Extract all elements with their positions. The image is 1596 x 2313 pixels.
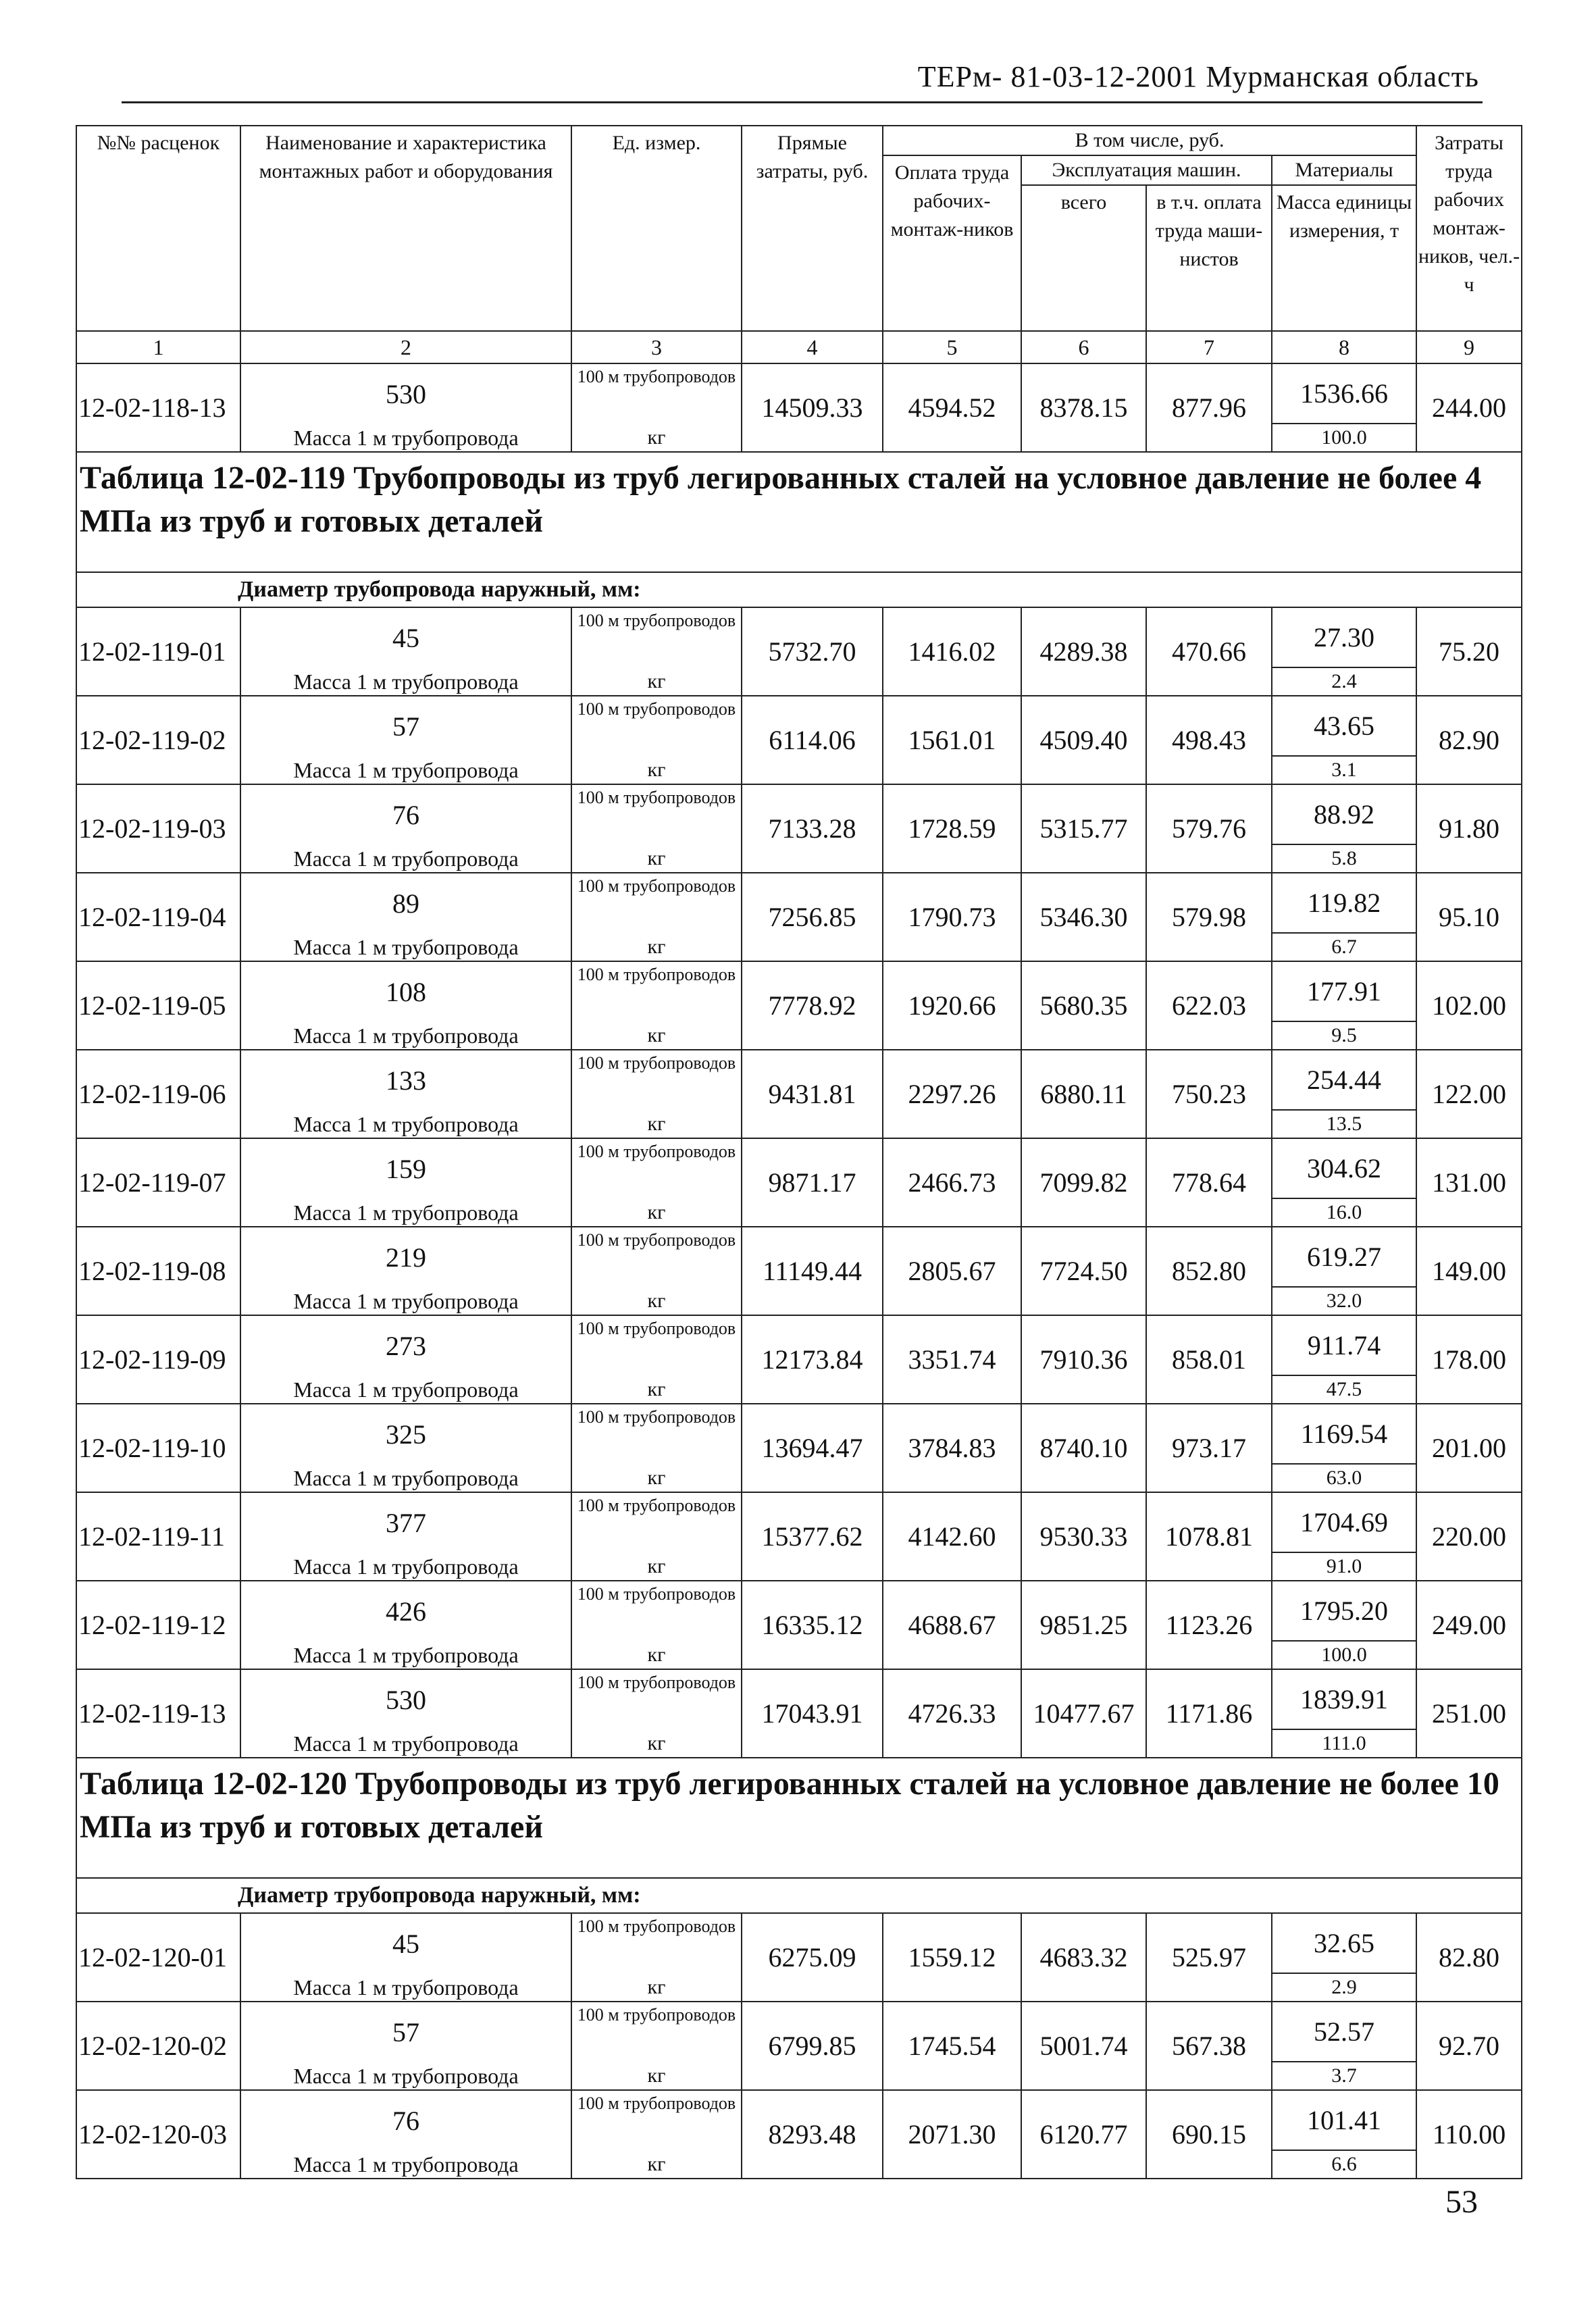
mass-value: 3.1	[1272, 756, 1416, 784]
column-number-cell: 5	[883, 331, 1021, 363]
item-row	[76, 1913, 1522, 1973]
machines-labor: 1078.81	[1146, 1492, 1272, 1581]
mass-label: Масса 1 м трубопровода	[240, 2150, 571, 2179]
labor-pay: 2297.26	[883, 1050, 1021, 1138]
unit-cell: 100 м трубопроводов	[571, 1913, 742, 1973]
rate-code: 12-02-120-03	[76, 2090, 240, 2179]
header-row-1	[76, 126, 1522, 155]
rate-code: 12-02-119-06	[76, 1050, 240, 1138]
unit-cell: 100 м трубопроводов	[571, 1581, 742, 1641]
direct-cost: 6799.85	[742, 2002, 883, 2090]
unit-cell: 100 м трубопроводов	[571, 1138, 742, 1198]
unit-cell: 100 м трубопроводов	[571, 784, 742, 844]
rate-code: 12-02-119-08	[76, 1227, 240, 1315]
labor-pay: 2071.30	[883, 2090, 1021, 2179]
col-header-machines: Эксплуатация машин.	[1021, 155, 1272, 185]
mass-unit: кг	[571, 1021, 742, 1050]
labor-pay: 4594.52	[883, 363, 1021, 452]
labor-pay: 2805.67	[883, 1227, 1021, 1315]
machines-total: 9851.25	[1021, 1581, 1146, 1669]
pipe-diameter: 76	[240, 2090, 571, 2150]
machines-total: 5315.77	[1021, 784, 1146, 873]
col-header-mass: Масса единицы измерения, т	[1272, 185, 1416, 331]
item-row	[76, 1581, 1522, 1641]
mass-label: Масса 1 м трубопровода	[240, 1287, 571, 1315]
machines-labor: 750.23	[1146, 1050, 1272, 1138]
rate-code: 12-02-119-12	[76, 1581, 240, 1669]
machines-total: 5680.35	[1021, 961, 1146, 1050]
materials-cost: 27.30	[1272, 607, 1416, 667]
item-row	[76, 2090, 1522, 2150]
item-row	[76, 1669, 1522, 1729]
materials-cost: 911.74	[1272, 1315, 1416, 1375]
pipe-diameter: 530	[240, 1669, 571, 1729]
mass-value: 2.9	[1272, 1973, 1416, 2002]
direct-cost: 7256.85	[742, 873, 883, 961]
item-row	[76, 363, 1522, 424]
direct-cost: 13694.47	[742, 1404, 883, 1492]
pipe-diameter: 273	[240, 1315, 571, 1375]
rate-code: 12-02-118-13	[76, 363, 240, 452]
rate-code: 12-02-119-04	[76, 873, 240, 961]
mass-label: Масса 1 м трубопровода	[240, 424, 571, 452]
machines-total: 10477.67	[1021, 1669, 1146, 1758]
pipe-diameter: 133	[240, 1050, 571, 1110]
unit-cell: 100 м трубопроводов	[571, 1404, 742, 1464]
unit-cell: 100 м трубопроводов	[571, 1492, 742, 1552]
labor-hours: 95.10	[1416, 873, 1522, 961]
mass-label: Масса 1 м трубопровода	[240, 1464, 571, 1492]
mass-unit: кг	[571, 1729, 742, 1758]
labor-pay: 2466.73	[883, 1138, 1021, 1227]
direct-cost: 14509.33	[742, 363, 883, 452]
materials-cost: 254.44	[1272, 1050, 1416, 1110]
col-header-name: Наименование и характеристика монтажных работ и оборудования	[240, 126, 571, 331]
machines-labor: 498.43	[1146, 696, 1272, 784]
rate-code: 12-02-119-11	[76, 1492, 240, 1581]
item-row	[76, 961, 1522, 1021]
mass-unit: кг	[571, 424, 742, 452]
machines-labor: 525.97	[1146, 1913, 1272, 2002]
materials-cost: 304.62	[1272, 1138, 1416, 1198]
pipe-diameter: 45	[240, 1913, 571, 1973]
direct-cost: 6275.09	[742, 1913, 883, 2002]
mass-value: 9.5	[1272, 1021, 1416, 1050]
unit-cell: 100 м трубопроводов	[571, 1050, 742, 1110]
labor-hours: 75.20	[1416, 607, 1522, 696]
table-title-row	[76, 452, 1522, 572]
column-number-cell: 4	[742, 331, 883, 363]
mass-label: Масса 1 м трубопровода	[240, 933, 571, 961]
labor-pay: 1561.01	[883, 696, 1021, 784]
machines-labor: 622.03	[1146, 961, 1272, 1050]
mass-unit: кг	[571, 1973, 742, 2002]
rate-code: 12-02-119-02	[76, 696, 240, 784]
materials-cost: 88.92	[1272, 784, 1416, 844]
materials-cost: 1795.20	[1272, 1581, 1416, 1641]
machines-total: 6880.11	[1021, 1050, 1146, 1138]
labor-hours: 82.90	[1416, 696, 1522, 784]
labor-hours: 149.00	[1416, 1227, 1522, 1315]
machines-total: 8378.15	[1021, 363, 1146, 452]
mass-value: 3.7	[1272, 2062, 1416, 2090]
mass-unit: кг	[571, 933, 742, 961]
machines-labor: 579.76	[1146, 784, 1272, 873]
labor-pay: 3784.83	[883, 1404, 1021, 1492]
item-row	[76, 873, 1522, 933]
mass-unit: кг	[571, 1375, 742, 1404]
column-number-cell: 7	[1146, 331, 1272, 363]
item-row	[76, 1404, 1522, 1464]
labor-hours: 220.00	[1416, 1492, 1522, 1581]
labor-pay: 1728.59	[883, 784, 1021, 873]
unit-cell: 100 м трубопроводов	[571, 607, 742, 667]
mass-unit: кг	[571, 1287, 742, 1315]
mass-label: Масса 1 м трубопровода	[240, 1641, 571, 1669]
machines-labor: 579.98	[1146, 873, 1272, 961]
machines-labor: 852.80	[1146, 1227, 1272, 1315]
unit-cell: 100 м трубопроводов	[571, 873, 742, 933]
mass-value: 2.4	[1272, 667, 1416, 696]
materials-cost: 1169.54	[1272, 1404, 1416, 1464]
materials-cost: 619.27	[1272, 1227, 1416, 1287]
machines-total: 4509.40	[1021, 696, 1146, 784]
mass-label: Масса 1 м трубопровода	[240, 1729, 571, 1758]
direct-cost: 17043.91	[742, 1669, 883, 1758]
table-subtitle: Диаметр трубопровода наружный, мм:	[76, 1878, 1522, 1913]
direct-cost: 9431.81	[742, 1050, 883, 1138]
unit-cell: 100 м трубопроводов	[571, 2090, 742, 2150]
pipe-diameter: 108	[240, 961, 571, 1021]
mass-value: 5.8	[1272, 844, 1416, 873]
unit-cell: 100 м трубопроводов	[571, 696, 742, 756]
machines-labor: 690.15	[1146, 2090, 1272, 2179]
mass-unit: кг	[571, 756, 742, 784]
mass-value: 111.0	[1272, 1729, 1416, 1758]
labor-hours: 122.00	[1416, 1050, 1522, 1138]
machines-labor: 877.96	[1146, 363, 1272, 452]
labor-pay: 1790.73	[883, 873, 1021, 961]
item-row	[76, 1138, 1522, 1198]
machines-total: 4683.32	[1021, 1913, 1146, 2002]
item-row	[76, 696, 1522, 756]
mass-label: Масса 1 м трубопровода	[240, 1973, 571, 2002]
col-header-machines-total: всего	[1021, 185, 1146, 331]
table-subtitle: Диаметр трубопровода наружный, мм:	[76, 572, 1522, 607]
labor-hours: 102.00	[1416, 961, 1522, 1050]
direct-cost: 12173.84	[742, 1315, 883, 1404]
machines-labor: 973.17	[1146, 1404, 1272, 1492]
rate-code: 12-02-119-05	[76, 961, 240, 1050]
direct-cost: 11149.44	[742, 1227, 883, 1315]
mass-label: Масса 1 м трубопровода	[240, 1021, 571, 1050]
labor-hours: 251.00	[1416, 1669, 1522, 1758]
materials-cost: 101.41	[1272, 2090, 1416, 2150]
machines-total: 7724.50	[1021, 1227, 1146, 1315]
mass-unit: кг	[571, 667, 742, 696]
table-title: Таблица 12-02-119 Трубопроводы из труб легированных сталей на условное давление не более 4 МПа из труб и готовых деталей	[76, 452, 1522, 572]
item-row	[76, 784, 1522, 844]
materials-cost: 1536.66	[1272, 363, 1416, 424]
direct-cost: 8293.48	[742, 2090, 883, 2179]
column-number-cell: 9	[1416, 331, 1522, 363]
pipe-diameter: 530	[240, 363, 571, 424]
item-row	[76, 607, 1522, 667]
direct-cost: 6114.06	[742, 696, 883, 784]
mass-label: Масса 1 м трубопровода	[240, 667, 571, 696]
labor-pay: 1745.54	[883, 2002, 1021, 2090]
item-row	[76, 1050, 1522, 1110]
materials-cost: 1704.69	[1272, 1492, 1416, 1552]
item-row	[76, 1315, 1522, 1375]
direct-cost: 15377.62	[742, 1492, 883, 1581]
pipe-diameter: 57	[240, 2002, 571, 2062]
rate-code: 12-02-119-03	[76, 784, 240, 873]
col-header-code: №№ расценок	[76, 126, 240, 331]
mass-label: Масса 1 м трубопровода	[240, 1375, 571, 1404]
mass-unit: кг	[571, 2062, 742, 2090]
labor-pay: 1559.12	[883, 1913, 1021, 2002]
rate-code: 12-02-120-01	[76, 1913, 240, 2002]
machines-labor: 1171.86	[1146, 1669, 1272, 1758]
pipe-diameter: 76	[240, 784, 571, 844]
table-title-row	[76, 1758, 1522, 1878]
machines-total: 9530.33	[1021, 1492, 1146, 1581]
col-header-materials: Материалы	[1272, 155, 1416, 185]
page-number: 53	[1445, 2184, 1478, 2220]
labor-pay: 1920.66	[883, 961, 1021, 1050]
mass-unit: кг	[571, 1110, 742, 1138]
column-number-cell: 6	[1021, 331, 1146, 363]
col-header-machines-labor: в т.ч. оплата труда маши-нистов	[1146, 185, 1272, 331]
machines-labor: 567.38	[1146, 2002, 1272, 2090]
pipe-diameter: 377	[240, 1492, 571, 1552]
mass-unit: кг	[571, 844, 742, 873]
labor-hours: 92.70	[1416, 2002, 1522, 2090]
pipe-diameter: 219	[240, 1227, 571, 1287]
labor-pay: 4142.60	[883, 1492, 1021, 1581]
direct-cost: 7778.92	[742, 961, 883, 1050]
mass-unit: кг	[571, 1198, 742, 1227]
unit-cell: 100 м трубопроводов	[571, 1669, 742, 1729]
direct-cost: 7133.28	[742, 784, 883, 873]
mass-label: Масса 1 м трубопровода	[240, 1198, 571, 1227]
mass-value: 100.0	[1272, 1641, 1416, 1669]
materials-cost: 43.65	[1272, 696, 1416, 756]
labor-hours: 178.00	[1416, 1315, 1522, 1404]
mass-label: Масса 1 м трубопровода	[240, 2062, 571, 2090]
mass-unit: кг	[571, 1641, 742, 1669]
mass-unit: кг	[571, 2150, 742, 2179]
rate-code: 12-02-119-09	[76, 1315, 240, 1404]
item-row	[76, 1227, 1522, 1287]
labor-pay: 4688.67	[883, 1581, 1021, 1669]
pipe-diameter: 426	[240, 1581, 571, 1641]
unit-cell: 100 м трубопроводов	[571, 363, 742, 424]
pipe-diameter: 57	[240, 696, 571, 756]
mass-label: Масса 1 м трубопровода	[240, 1552, 571, 1581]
labor-pay: 3351.74	[883, 1315, 1021, 1404]
item-row	[76, 1492, 1522, 1552]
col-header-labor-pay: Оплата труда рабочих-монтаж-ников	[883, 155, 1021, 331]
mass-value: 91.0	[1272, 1552, 1416, 1581]
column-number-cell: 1	[76, 331, 240, 363]
machines-labor: 470.66	[1146, 607, 1272, 696]
machines-total: 4289.38	[1021, 607, 1146, 696]
mass-value: 32.0	[1272, 1287, 1416, 1315]
materials-cost: 177.91	[1272, 961, 1416, 1021]
labor-hours: 82.80	[1416, 1913, 1522, 2002]
pipe-diameter: 45	[240, 607, 571, 667]
rate-code: 12-02-119-10	[76, 1404, 240, 1492]
unit-cell: 100 м трубопроводов	[571, 1227, 742, 1287]
labor-pay: 4726.33	[883, 1669, 1021, 1758]
rate-code: 12-02-119-07	[76, 1138, 240, 1227]
mass-unit: кг	[571, 1464, 742, 1492]
labor-hours: 201.00	[1416, 1404, 1522, 1492]
mass-value: 13.5	[1272, 1110, 1416, 1138]
machines-total: 8740.10	[1021, 1404, 1146, 1492]
mass-unit: кг	[571, 1552, 742, 1581]
header-rule	[122, 101, 1483, 103]
materials-cost: 52.57	[1272, 2002, 1416, 2062]
pipe-diameter: 159	[240, 1138, 571, 1198]
materials-cost: 32.65	[1272, 1913, 1416, 1973]
rates-table	[76, 125, 1522, 2179]
mass-label: Масса 1 м трубопровода	[240, 1110, 571, 1138]
materials-cost: 1839.91	[1272, 1669, 1416, 1729]
machines-labor: 1123.26	[1146, 1581, 1272, 1669]
mass-value: 63.0	[1272, 1464, 1416, 1492]
labor-hours: 91.80	[1416, 784, 1522, 873]
machines-labor: 858.01	[1146, 1315, 1272, 1404]
table-subtitle-row	[76, 572, 1522, 607]
machines-labor: 778.64	[1146, 1138, 1272, 1227]
rate-code: 12-02-119-13	[76, 1669, 240, 1758]
labor-hours: 244.00	[1416, 363, 1522, 452]
unit-cell: 100 м трубопроводов	[571, 961, 742, 1021]
mass-label: Масса 1 м трубопровода	[240, 844, 571, 873]
document-header: ТЕРм- 81-03-12-2001 Мурманская область	[917, 60, 1479, 93]
materials-cost: 119.82	[1272, 873, 1416, 933]
pipe-diameter: 89	[240, 873, 571, 933]
table-subtitle-row	[76, 1878, 1522, 1913]
direct-cost: 5732.70	[742, 607, 883, 696]
direct-cost: 9871.17	[742, 1138, 883, 1227]
rate-code: 12-02-120-02	[76, 2002, 240, 2090]
mass-value: 47.5	[1272, 1375, 1416, 1404]
column-number-cell: 2	[240, 331, 571, 363]
direct-cost: 16335.12	[742, 1581, 883, 1669]
unit-cell: 100 м трубопроводов	[571, 2002, 742, 2062]
column-number-cell: 3	[571, 331, 742, 363]
machines-total: 6120.77	[1021, 2090, 1146, 2179]
table-title: Таблица 12-02-120 Трубопроводы из труб легированных сталей на условное давление не более 10 МПа из труб и готовых деталей	[76, 1758, 1522, 1878]
labor-hours: 131.00	[1416, 1138, 1522, 1227]
col-header-labor-cost: Затраты труда рабочих монтаж-ников, чел.-ч	[1416, 126, 1522, 331]
rate-code: 12-02-119-01	[76, 607, 240, 696]
mass-label: Масса 1 м трубопровода	[240, 756, 571, 784]
mass-value: 6.6	[1272, 2150, 1416, 2179]
pipe-diameter: 325	[240, 1404, 571, 1464]
item-row	[76, 2002, 1522, 2062]
column-number-cell: 8	[1272, 331, 1416, 363]
machines-total: 7910.36	[1021, 1315, 1146, 1404]
machines-total: 5001.74	[1021, 2002, 1146, 2090]
mass-value: 100.0	[1272, 424, 1416, 452]
labor-hours: 110.00	[1416, 2090, 1522, 2179]
col-header-direct: Прямые затраты, руб.	[742, 126, 883, 331]
labor-hours: 249.00	[1416, 1581, 1522, 1669]
machines-total: 7099.82	[1021, 1138, 1146, 1227]
machines-total: 5346.30	[1021, 873, 1146, 961]
unit-cell: 100 м трубопроводов	[571, 1315, 742, 1375]
mass-value: 6.7	[1272, 933, 1416, 961]
mass-value: 16.0	[1272, 1198, 1416, 1227]
col-header-incl: В том числе, руб.	[883, 126, 1416, 155]
col-header-unit: Ед. измер.	[571, 126, 742, 331]
labor-pay: 1416.02	[883, 607, 1021, 696]
column-number-row	[76, 331, 1522, 363]
